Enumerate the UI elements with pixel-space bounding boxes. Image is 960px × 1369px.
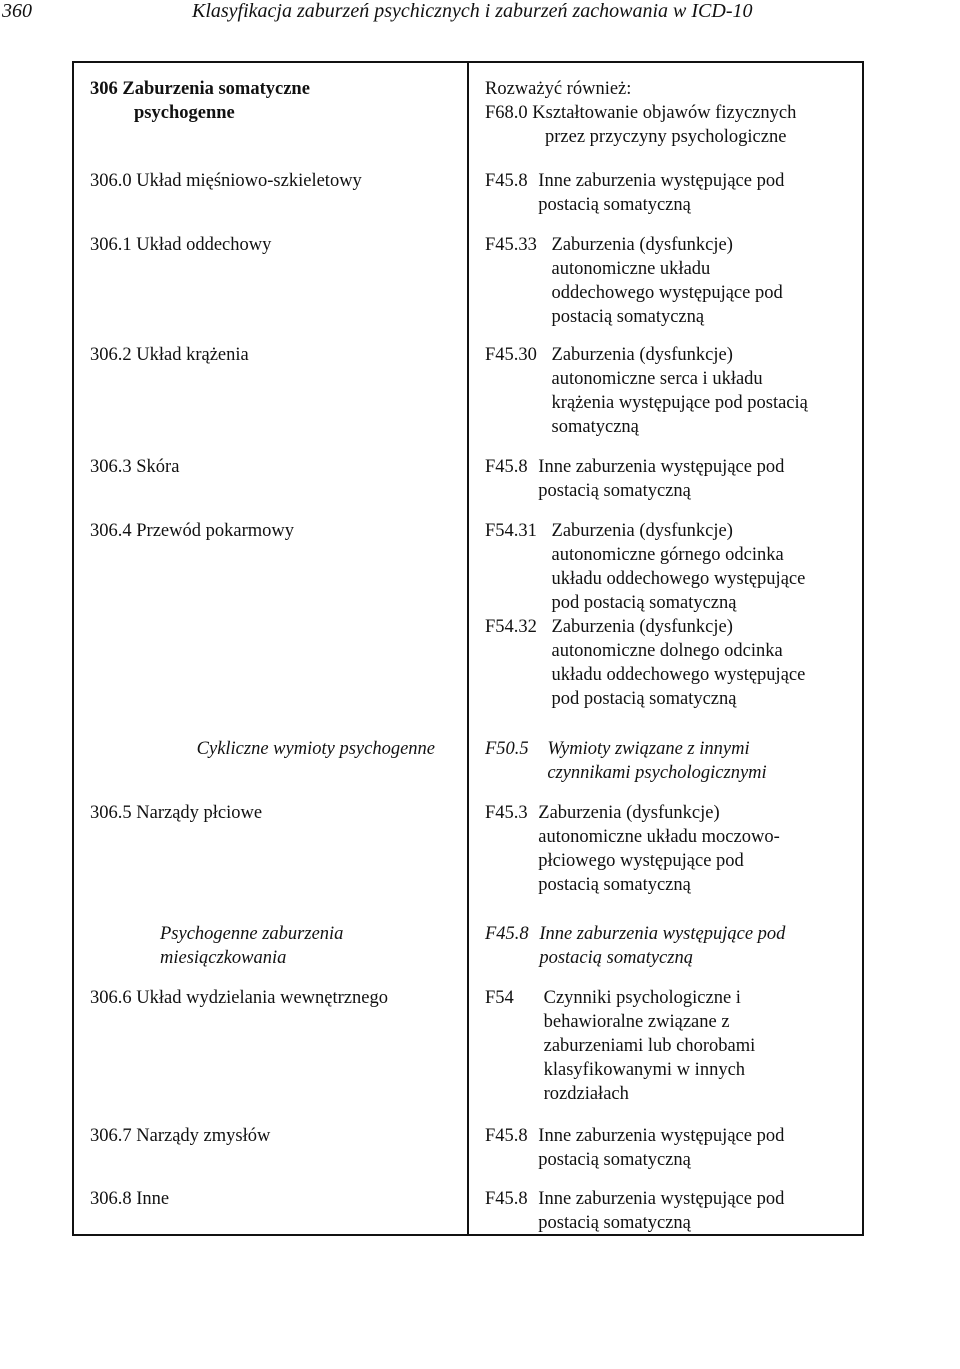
right-line: postacią somatyczną — [539, 948, 693, 968]
right-line: przez przyczyny psychologiczne — [545, 127, 787, 147]
right-cell-f50-5 — [485, 737, 767, 785]
right-line: Zaburzenia (dysfunkcje) — [551, 617, 733, 637]
icd-code: F45.8 — [485, 1126, 528, 1146]
right-cell-306-1 — [485, 233, 783, 329]
right-line: oddechowego występujące pod — [551, 283, 783, 303]
page-header — [0, 0, 960, 40]
right-line: Inne zaburzenia występujące pod — [538, 457, 785, 477]
right-line: Inne zaburzenia występujące pod — [539, 924, 786, 944]
left-line: 306 Zaburzenia somatyczne — [90, 79, 310, 99]
icd-code: F45.3 — [485, 803, 528, 823]
icd-code: F45.8 — [485, 924, 529, 944]
left-line: miesiączkowania — [160, 948, 287, 968]
right-line: rozdziałach — [543, 1084, 629, 1104]
left-cell-menstrual — [160, 922, 343, 970]
right-line: postacią somatyczną — [538, 195, 691, 215]
icd-code: F54.31 — [485, 521, 537, 541]
right-line: autonomiczne górnego odcinka — [551, 545, 784, 565]
left-line: psychogenne — [134, 103, 235, 123]
right-line: Inne zaburzenia występujące pod — [538, 1189, 785, 1209]
left-cell-306-1: 306.1 Układ oddechowy — [90, 235, 272, 255]
right-line: Zaburzenia (dysfunkcje) — [551, 235, 733, 255]
right-line: pod postacią somatyczną — [551, 593, 737, 613]
left-cell-cyclic-vomiting: Cykliczne wymioty psychogenne — [196, 739, 435, 759]
right-line: klasyfikowanymi w innych — [543, 1060, 746, 1080]
right-line: postacią somatyczną — [538, 1213, 691, 1233]
left-cell-306-5: 306.5 Narządy płciowe — [90, 803, 263, 823]
left-cell-306-8: 306.8 Inne — [90, 1189, 170, 1209]
classification-table — [72, 61, 864, 1236]
right-line: układu oddechowego występujące — [551, 569, 806, 589]
right-cell-306-0 — [485, 169, 784, 217]
left-cell-306-2: 306.2 Układ krążenia — [90, 345, 249, 365]
icd-code: F54.32 — [485, 617, 537, 637]
icd-code: F50.5 — [485, 739, 529, 759]
right-cell-306-4 — [485, 519, 805, 615]
right-line: F68.0 Kształtowanie objawów fizycznych — [485, 103, 797, 123]
right-line: postacią somatyczną — [538, 1150, 691, 1170]
right-line: Zaburzenia (dysfunkcje) — [551, 521, 733, 541]
icd-code: F54 — [485, 988, 514, 1008]
right-line: Zaburzenia (dysfunkcje) — [551, 345, 733, 365]
icd-code: F45.8 — [485, 171, 528, 191]
right-line: autonomiczne układu — [551, 259, 711, 279]
right-line: Zaburzenia (dysfunkcje) — [538, 803, 720, 823]
left-cell-306-3: 306.3 Skóra — [90, 457, 180, 477]
icd-code: F45.8 — [485, 457, 528, 477]
right-line: Inne zaburzenia występujące pod — [538, 171, 785, 191]
right-cell-306-6 — [485, 986, 755, 1106]
right-line: autonomiczne dolnego odcinka — [551, 641, 783, 661]
right-cell-306-5 — [485, 801, 780, 897]
right-line: Inne zaburzenia występujące pod — [538, 1126, 785, 1146]
right-line: Wymioty związane z innymi — [547, 739, 750, 759]
right-cell-menstrual — [485, 922, 785, 970]
left-cell-306 — [90, 77, 310, 125]
right-line: autonomiczne układu moczowo- — [538, 827, 780, 847]
left-cell-306-6: 306.6 Układ wydzielania wewnętrznego — [90, 988, 388, 1008]
right-line: czynnikami psychologicznymi — [547, 763, 767, 783]
left-cell-306-4: 306.4 Przewód pokarmowy — [90, 521, 294, 541]
right-cell-306 — [485, 77, 796, 149]
right-line: somatyczną — [551, 417, 639, 437]
right-line: pod postacią somatyczną — [551, 689, 737, 709]
right-line: płciowego występujące pod — [538, 851, 744, 871]
right-line: autonomiczne serca i układu — [551, 369, 763, 389]
right-line: behawioralne związane z — [543, 1012, 730, 1032]
page-number: 360 — [2, 0, 32, 22]
right-line: zaburzeniami lub chorobami — [543, 1036, 756, 1056]
right-cell-306-7 — [485, 1124, 784, 1172]
right-cell-306-4b — [485, 615, 805, 711]
right-cell-306-8 — [485, 1187, 784, 1235]
icd-code: F45.8 — [485, 1189, 528, 1209]
right-line: postacią somatyczną — [538, 481, 691, 501]
icd-code: F45.33 — [485, 235, 537, 255]
right-cell-306-2 — [485, 343, 808, 439]
right-cell-306-3 — [485, 455, 784, 503]
running-title: Klasyfikacja zaburzeń psychicznych i zaburzeń zachowania w ICD-10 — [192, 0, 753, 22]
right-line: układu oddechowego występujące — [551, 665, 806, 685]
column-divider — [467, 63, 469, 1234]
right-line: Czynniki psychologiczne i — [543, 988, 741, 1008]
icd-code: F45.30 — [485, 345, 537, 365]
right-line: krążenia występujące pod postacią — [551, 393, 808, 413]
left-cell-306-0: 306.0 Układ mięśniowo-szkieletowy — [90, 171, 362, 191]
right-line: Rozważyć również: — [485, 79, 632, 99]
left-line: Psychogenne zaburzenia — [160, 924, 344, 944]
left-cell-306-7: 306.7 Narządy zmysłów — [90, 1126, 271, 1146]
right-line: postacią somatyczną — [538, 875, 691, 895]
right-line: postacią somatyczną — [551, 307, 705, 327]
